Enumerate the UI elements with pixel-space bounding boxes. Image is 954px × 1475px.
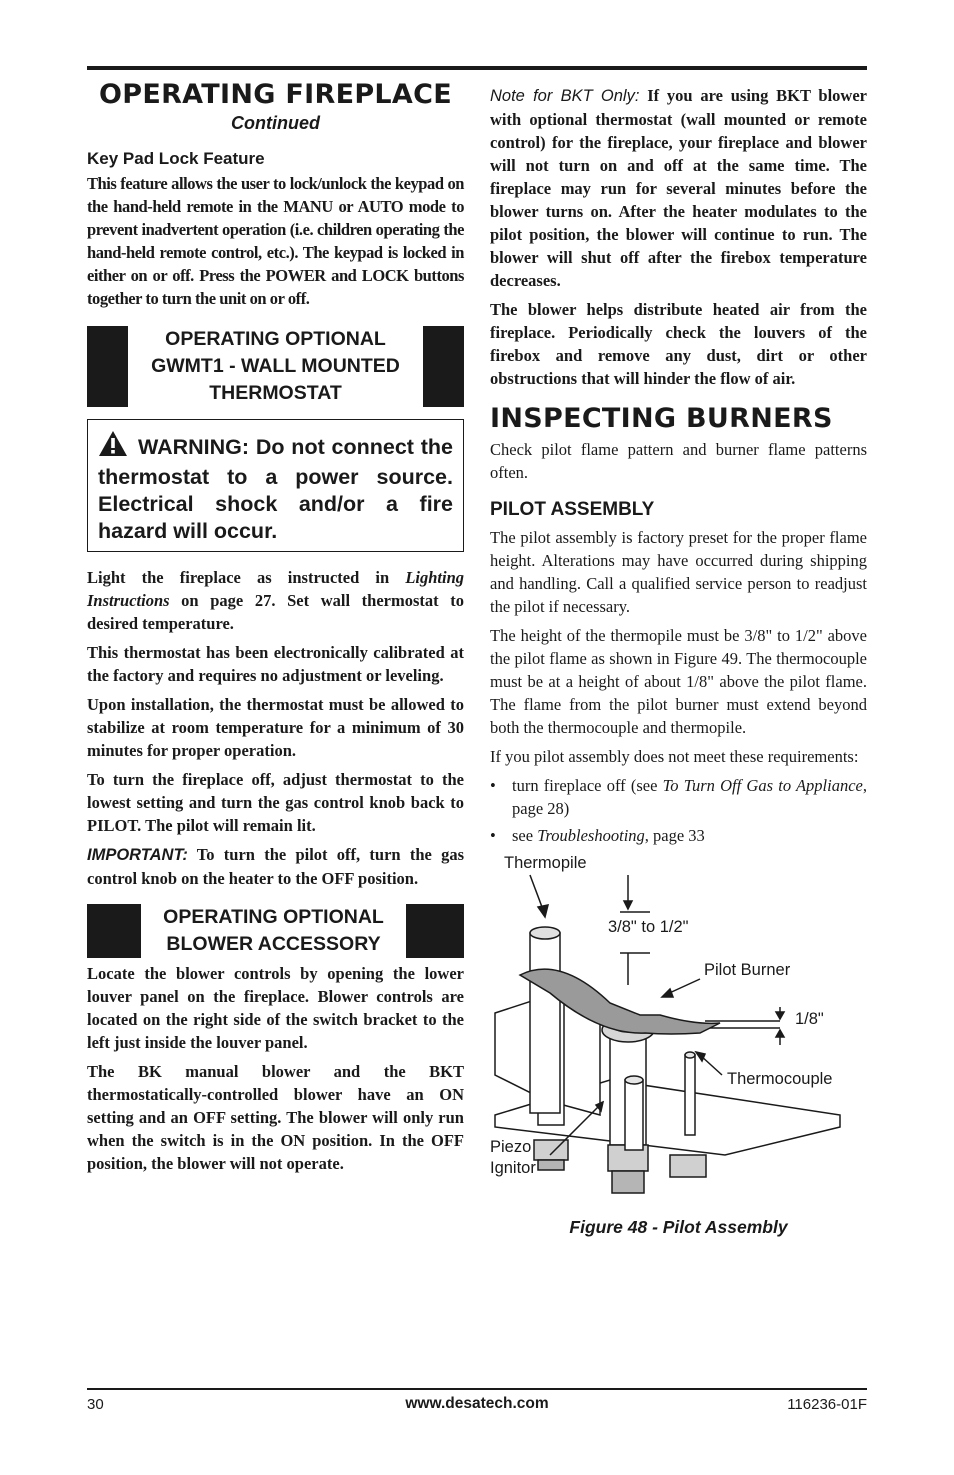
important-body: To turn the pilot off, turn the gas control knob on the heater to the OFF position. [87,845,464,888]
lighting-instructions-ref: Lighting Instructions [87,568,464,610]
turn-off-gas-ref: To Turn Off Gas to Appliance [662,776,863,795]
label-pilot-burner: Pilot Burner [704,961,791,979]
calibrated-text: This thermostat has been electronically calibrated at the factory and requires no adjustment or leveling. [87,643,464,685]
blower-locate-text: Locate the blower controls by opening the lower louver panel on the fireplace. Blower controls are located on the right side of the switch bracket to the left just inside the louver panel. [87,964,464,1052]
warning-text: WARNING: Do not connect the thermostat to a power source. Electrical shock and/or a fire hazard will occur. [98,435,453,543]
warning-box [87,419,464,552]
keypad-text: This feature allows the user to lock/unlock the keypad on the hand-held remote in the MANU or AUTO mode to prevent inadvertent operation (i.e. children operating the hand-held remote control, etc.). The keypad is locked in either on or off. Press the POWER and LOCK buttons together to turn the unit on or off. [87,174,464,308]
top-rule [87,66,867,70]
label-piezo: Piezo [490,1138,532,1156]
bkt-note [490,84,867,292]
label-thermopile: Thermopile [504,854,587,872]
troubleshooting-ref: Troubleshooting [537,826,645,845]
label-thermocouple: Thermocouple [727,1070,833,1088]
heading-bar-right [406,904,464,958]
important-text [87,843,464,890]
heading-bar-right [423,326,464,407]
light-post: on page 27. Set wall thermostat to desired temperature. [87,591,464,633]
bullet: • [490,776,496,795]
label-gap: 3/8" to 1/2" [608,918,689,936]
inspect-text: Check pilot flame pattern and burner flame patterns often. [490,440,867,482]
keypad-heading: Key Pad Lock Feature [87,149,265,168]
pilot-heading: PILOT ASSEMBLY [490,499,655,520]
left-column [87,78,464,1181]
heading-bar-left [87,904,141,958]
right-column [490,84,867,1238]
gwmt-heading-box [87,326,464,407]
label-ignitor: Ignitor [490,1159,536,1177]
section-subtitle: Continued [231,113,320,133]
label-eighth: 1/8" [795,1010,824,1028]
blower-heading: OPERATING OPTIONAL BLOWER ACCESSORY [163,906,384,955]
bkt-note-label: Note for BKT Only: [490,87,640,105]
blower-helps-text: The blower helps distribute heated air from the fireplace. Periodically check the louvers of the firebox and remove any dust, dirt or other obstructions that will hinder the flow of air. [490,300,867,388]
light-instructions [87,566,464,635]
requirements-list [490,774,867,847]
light-pre: Light the fireplace as instructed in [87,568,406,587]
website-link[interactable]: www.desatech.com [405,1395,549,1412]
inspecting-title: INSPECTING BURNERS [490,403,833,434]
bkt-note-body: If you are using BKT blower with optional thermostat (wall mounted or remote control) for the fireplace, your fireplace and blower will not turn on and off at the same time. The fireplace may run for several minutes before the blower turns on. After the heater modulates to the pilot position, the blower will continue to run. The blower will shut off after the firebox temperature decreases. [490,86,867,290]
blower-bk-text: The BK manual blower and the BKT thermostatically-controlled blower have an ON setting and an OFF setting. The blower will only run when the switch is in the ON position. In the OFF position, the blower will not operate. [87,1062,464,1173]
turn-off-text: To turn the fireplace off, adjust thermostat to the lowest setting and turn the gas control knob back to PILOT. The pilot will remain lit. [87,770,464,835]
bullet1-pre: turn fireplace off (see [512,776,663,795]
pilot-p3: If you pilot assembly does not meet these requirements: [490,747,859,766]
important-label: IMPORTANT: [87,846,188,864]
bullet1-post: , page 28) [512,776,867,818]
document-number: 116236-01F [787,1396,867,1413]
gwmt-heading: OPERATING OPTIONAL GWMT1 - WALL MOUNTED THERMOSTAT [151,328,400,404]
warning-icon [98,430,128,464]
pilot-assembly-figure [490,855,867,1225]
list-item [490,774,867,820]
pilot-p1: The pilot assembly is factory preset for the proper flame height. Alterations may have occurred during shipping and handling. Call a qualified service person to readjust the pilot if necessary. [490,528,867,616]
bullet2-pre: see [512,826,538,845]
list-item [490,824,867,847]
pilot-p2: The height of the thermopile must be 3/8" to 1/2" above the pilot flame as shown in Figure 49. The thermocouple must be at a height of about 1/8" above the pilot flame. The flame from the pilot burner must extend beyond both the thermocouple and thermopile. [490,626,867,737]
section-title: OPERATING FIREPLACE [99,79,452,110]
bottom-rule [87,1388,867,1390]
heading-bar-left [87,326,128,407]
bullet: • [490,826,496,845]
upon-install-text: Upon installation, the thermostat must be allowed to stabilize at room temperature for a minimum of 30 minutes for proper operation. [87,695,464,760]
page-number: 30 [87,1396,104,1413]
blower-heading-box [87,904,464,958]
figure-caption: Figure 48 - Pilot Assembly [569,1217,788,1237]
bullet2-post: , page 33 [644,826,705,845]
